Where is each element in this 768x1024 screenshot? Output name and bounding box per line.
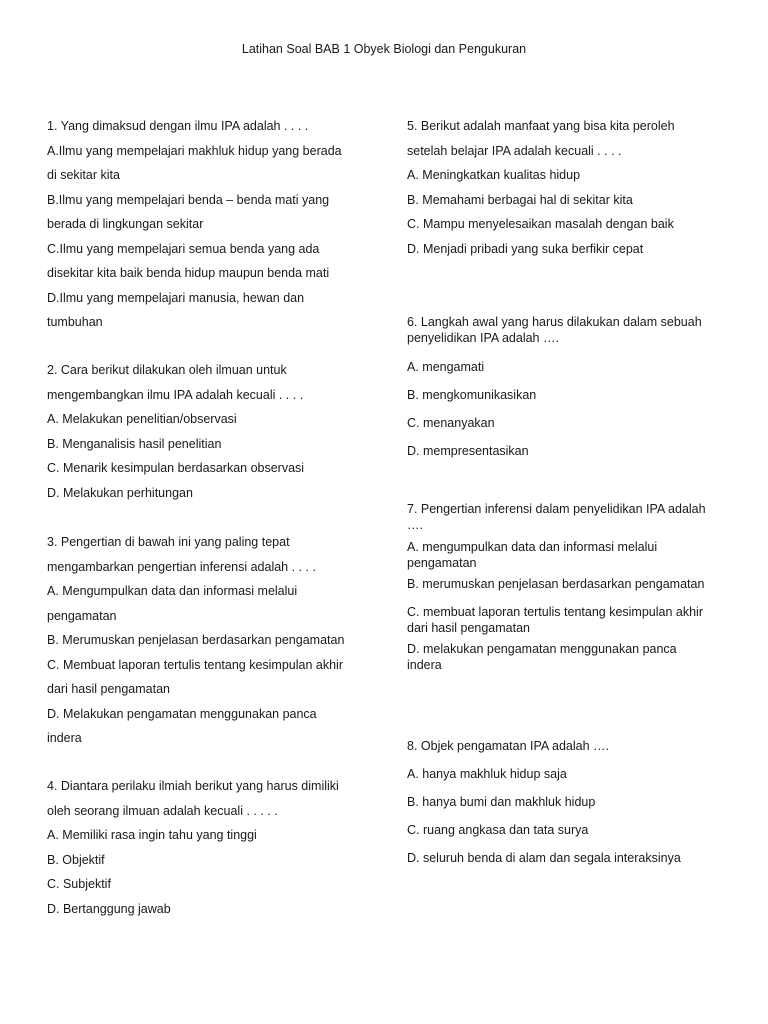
option-a: A. Melakukan penelitian/observasi bbox=[47, 412, 237, 426]
option-c: C. Mampu menyelesaikan masalah dengan baik bbox=[407, 217, 674, 231]
option-d: D. seluruh benda di alam dan segala interaksinya bbox=[407, 851, 681, 865]
option-c: C.Ilmu yang mempelajari semua benda yang ada bbox=[47, 241, 320, 256]
question-stem-cont: setelah belajar IPA adalah kecuali . . . . bbox=[407, 143, 622, 158]
option-d: D. Melakukan pengamatan menggunakan panca bbox=[47, 706, 317, 721]
option-c: C. Menarik kesimpulan berdasarkan observasi bbox=[47, 461, 305, 475]
option-a-cont: pengamatan bbox=[47, 608, 117, 623]
question-8 bbox=[407, 738, 737, 878]
option-b: B. Objektif bbox=[47, 852, 105, 867]
option-d: D. Melakukan perhitungan bbox=[47, 485, 193, 500]
question-stem: 2. Cara berikut dilakukan oleh ilmuan untuk bbox=[47, 363, 287, 377]
option-a: A. mengamati bbox=[407, 360, 485, 374]
option-d-cont: tumbuhan bbox=[47, 315, 103, 329]
question-stem-cont: mengembangkan ilmu IPA adalah kecuali . . . . bbox=[47, 387, 304, 402]
option-b: B. merumuskan penjelasan berdasarkan pengamatan bbox=[407, 577, 705, 591]
option-c-cont: dari hasil pengamatan bbox=[47, 682, 170, 696]
question-stem-cont: mengambarkan pengertian inferensi adalah . . . . bbox=[47, 559, 316, 574]
option-b: B. hanya bumi dan makhluk hidup bbox=[407, 795, 596, 809]
option-c: C. menanyakan bbox=[407, 416, 495, 430]
option-a-cont: pengamatan bbox=[407, 556, 477, 570]
page-title: Latihan Soal BAB 1 Obyek Biologi dan Pengukuran bbox=[241, 42, 527, 56]
option-a: A. Mengumpulkan data dan informasi melalui bbox=[47, 584, 298, 598]
question-stem-cont: penyelidikan IPA adalah …. bbox=[407, 331, 559, 345]
question-7 bbox=[407, 501, 737, 673]
option-b-cont: berada di lingkungan sekitar bbox=[47, 217, 204, 231]
question-6 bbox=[407, 314, 737, 471]
option-a: A. hanya makhluk hidup saja bbox=[407, 767, 567, 781]
option-c-cont: disekitar kita baik benda hidup maupun benda mati bbox=[47, 266, 330, 280]
option-d-cont: indera bbox=[407, 658, 442, 672]
option-d: D. melakukan pengamatan menggunakan panca bbox=[407, 642, 677, 656]
option-c: C. Subjektif bbox=[47, 877, 111, 891]
option-a: A. Meningkatkan kualitas hidup bbox=[407, 168, 581, 182]
option-d: D. mempresentasikan bbox=[407, 444, 529, 458]
option-b: B. mengkomunikasikan bbox=[407, 388, 537, 402]
question-3 bbox=[47, 535, 367, 756]
option-d: D. Bertanggung jawab bbox=[47, 901, 171, 916]
option-b: B. Menganalisis hasil penelitian bbox=[47, 436, 222, 451]
option-a-cont: di sekitar kita bbox=[47, 168, 120, 182]
question-stem: 8. Objek pengamatan IPA adalah …. bbox=[407, 739, 609, 753]
option-c: C. Membuat laporan tertulis tentang kesimpulan akhir bbox=[47, 657, 343, 672]
option-b: B.Ilmu yang mempelajari benda – benda mati yang bbox=[47, 192, 330, 207]
question-stem: 1. Yang dimaksud dengan ilmu IPA adalah . . . . bbox=[47, 119, 309, 133]
question-stem: 7. Pengertian inferensi dalam penyelidikan IPA adalah bbox=[407, 502, 706, 516]
question-4 bbox=[47, 779, 367, 926]
option-b: B. Memahami berbagai hal di sekitar kita bbox=[407, 192, 633, 207]
option-c: C. ruang angkasa dan tata surya bbox=[407, 823, 589, 837]
option-a: A. mengumpulkan data dan informasi melalui bbox=[407, 540, 658, 554]
option-a: A.Ilmu yang mempelajari makhluk hidup yang berada bbox=[47, 143, 342, 158]
option-d: D. Menjadi pribadi yang suka berfikir cepat bbox=[407, 241, 644, 256]
option-d-cont: indera bbox=[47, 731, 82, 745]
question-stem: 5. Berikut adalah manfaat yang bisa kita peroleh bbox=[407, 119, 675, 133]
question-stem: 4. Diantara perilaku ilmiah berikut yang harus dimiliki bbox=[47, 779, 339, 793]
question-5 bbox=[407, 118, 737, 265]
option-b: B. Merumuskan penjelasan berdasarkan pengamatan bbox=[47, 633, 345, 647]
question-stem: 6. Langkah awal yang harus dilakukan dalam sebuah bbox=[407, 315, 702, 329]
question-2 bbox=[47, 363, 367, 510]
option-a: A. Memiliki rasa ingin tahu yang tinggi bbox=[47, 828, 257, 842]
question-stem: 3. Pengertian di bawah ini yang paling tepat bbox=[47, 535, 290, 549]
question-1 bbox=[47, 119, 367, 340]
question-stem-cont: …. bbox=[407, 518, 423, 532]
option-c: C. membuat laporan tertulis tentang kesimpulan akhir bbox=[407, 605, 703, 619]
question-stem-cont: oleh seorang ilmuan adalah kecuali . . . . . bbox=[47, 803, 278, 818]
option-d: D.Ilmu yang mempelajari manusia, hewan dan bbox=[47, 290, 305, 305]
option-c-cont: dari hasil pengamatan bbox=[407, 621, 530, 635]
